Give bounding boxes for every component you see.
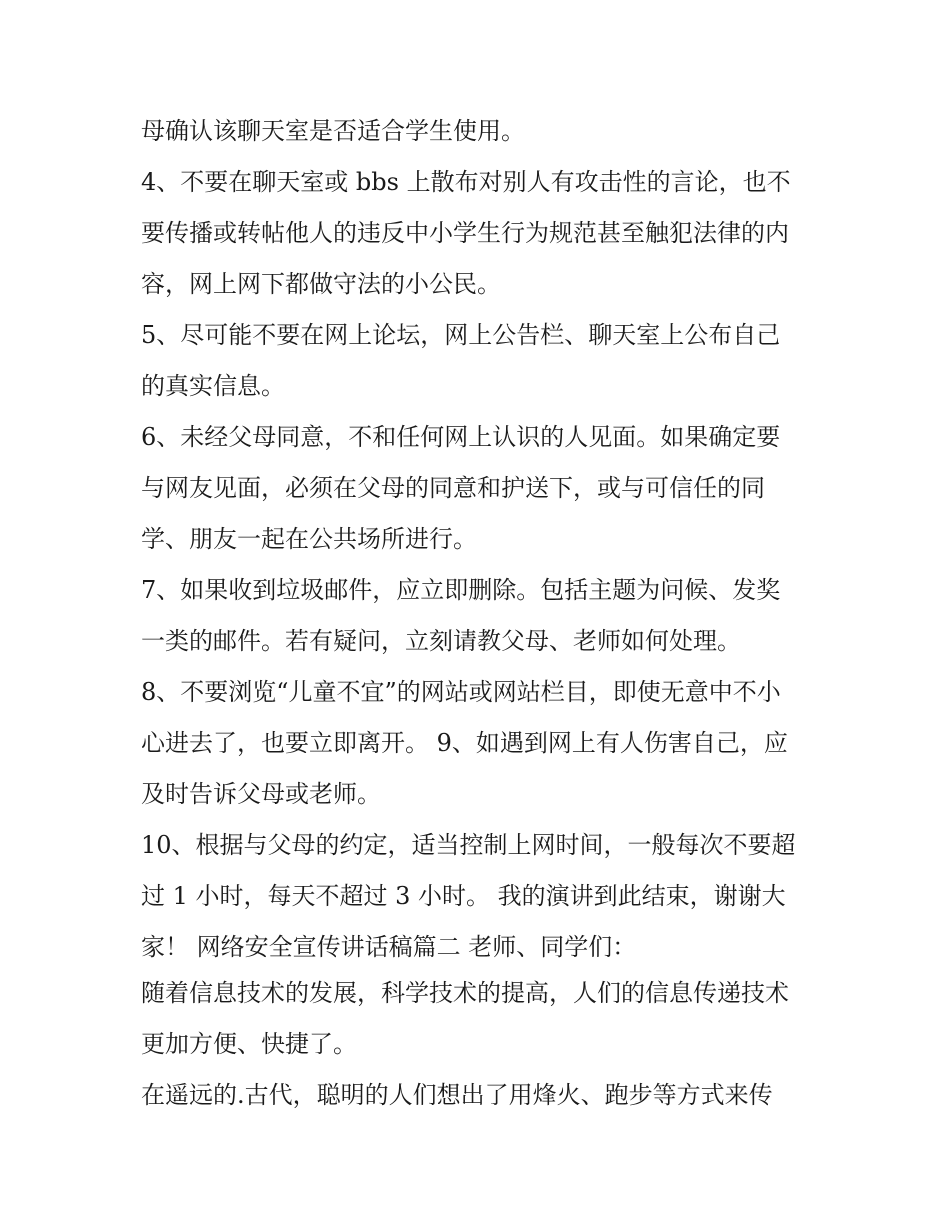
text-line: 5、尽可能不要在网上论坛，网上公告栏、聊天室上公布自己: [141, 321, 781, 349]
text-line: 心进去了，也要立即离开。 9、如遇到网上有人伤害自己，应: [141, 729, 788, 757]
text-line: 随着信息技术的发展，科学技术的提高，人们的信息传递技术: [141, 979, 789, 1007]
text-line: 过 1 小时，每天不超过 3 小时。 我的演讲到此结束，谢谢大: [141, 882, 786, 910]
document-body: [141, 106, 821, 1121]
text-line: 及时告诉父母或老师。: [141, 780, 381, 808]
text-line: 要传播或转帖他人的违反中小学生行为规范甚至触犯法律的内: [141, 219, 789, 247]
text-line: 在遥远的.古代，聪明的人们想出了用烽火、跑步等方式来传: [141, 1081, 773, 1109]
text-line: 一类的邮件。若有疑问，立刻请教父母、老师如何处理。: [141, 627, 741, 655]
text-line: 7、如果收到垃圾邮件，应立即删除。包括主题为问候、发奖: [141, 576, 781, 604]
text-line: 10、根据与父母的约定，适当控制上网时间，一般每次不要超: [141, 831, 796, 859]
text-line: 与网友见面，必须在父母的同意和护送下，或与可信任的同: [141, 474, 765, 502]
text-line: 母确认该聊天室是否适合学生使用。: [141, 117, 525, 145]
text-line: 的真实信息。: [141, 372, 285, 400]
text-line: 更加方便、快捷了。: [141, 1030, 357, 1058]
text-line: 6、未经父母同意，不和任何网上认识的人见面。如果确定要: [141, 423, 781, 451]
text-line: 8、不要浏览“儿童不宜”的网站或网站栏目，即使无意中不小: [141, 678, 781, 706]
text-line: 4、不要在聊天室或 bbs 上散布对别人有攻击性的言论，也不: [141, 168, 791, 196]
text-line: 容，网上网下都做守法的小公民。: [141, 270, 501, 298]
text-line: 学、朋友一起在公共场所进行。: [141, 525, 477, 553]
text-line: 家！ 网络安全宣传讲话稿篇二 老师、同学们：: [141, 933, 637, 961]
